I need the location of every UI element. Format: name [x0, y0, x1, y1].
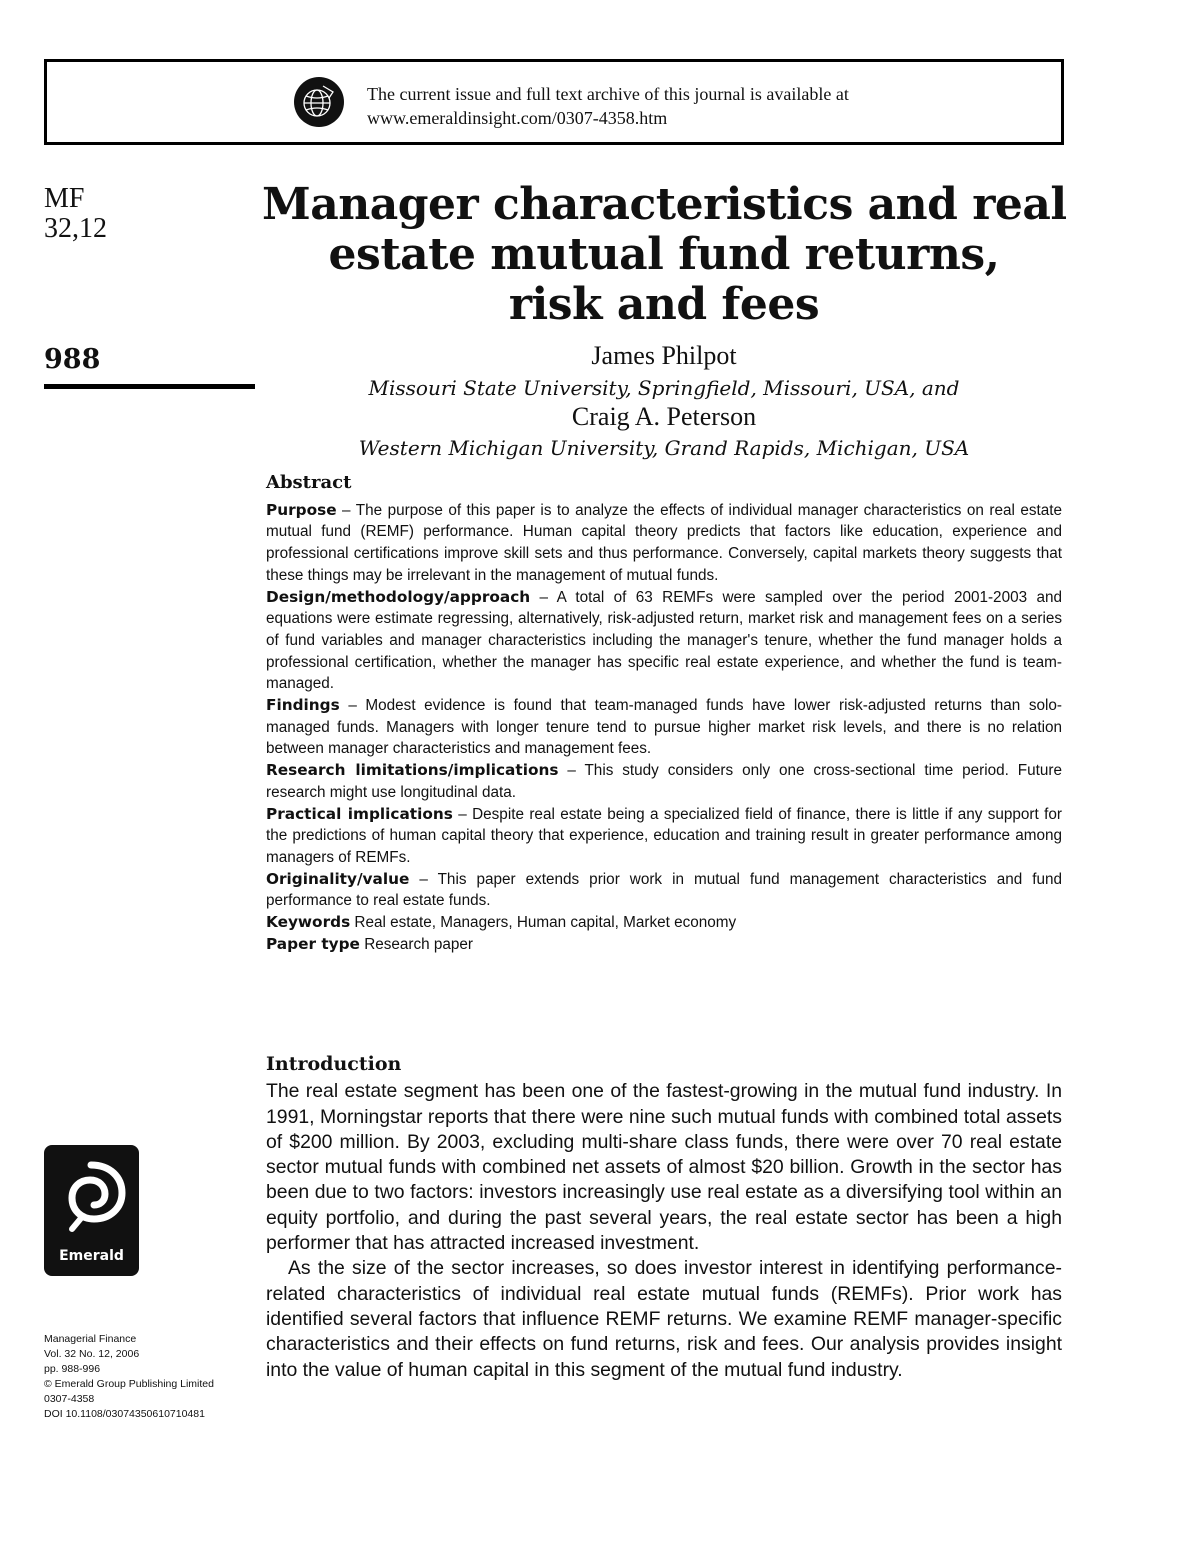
paper-title	[262, 180, 1066, 330]
introduction	[266, 1052, 1062, 1383]
issn: 0307-4358	[44, 1393, 95, 1405]
archive-notice	[367, 82, 849, 130]
keywords-text: Real estate, Managers, Human capital, Market economy	[354, 914, 737, 932]
keywords-label: Keywords	[266, 913, 351, 932]
globe-icon	[293, 76, 345, 128]
paper-type-text: Research paper	[364, 935, 474, 953]
page-range: pp. 988-996	[44, 1363, 101, 1375]
abstract-section	[266, 804, 1062, 869]
abstract-section-text: – The purpose of this paper is to analyze the effects of individual manager characteristics on real estate mutual fund (REMF) performance. Human capital theory predicts that factors like education, experience and professional certifications improve skill sets and thus performance. Conversely, capital markets theory suggests that these things may be irrelevant in the management of mutual funds.	[266, 501, 1062, 584]
abstract-section	[266, 587, 1062, 696]
abstract-section-label: Research limitations/implications	[266, 761, 559, 780]
emerald-logo	[44, 1145, 139, 1276]
keywords	[266, 912, 1062, 934]
copyright-notice: © Emerald Group Publishing Limited	[44, 1378, 214, 1390]
abstract	[266, 472, 1062, 955]
abstract-section-text: – Despite real estate being a specialized field of finance, there is little if any support for the predictions of human capital theory that experience, education and training result in greater performance among managers of REMFs.	[266, 805, 1062, 866]
abstract-heading: Abstract	[266, 472, 352, 493]
emerald-logo-label: Emerald	[59, 1248, 124, 1264]
abstract-section	[266, 695, 1062, 760]
author-name: James Philpot	[591, 341, 737, 370]
publication-info	[44, 1332, 259, 1422]
title-line: estate mutual fund returns,	[328, 229, 1000, 280]
journal-archive-banner	[44, 59, 1064, 145]
page-number: 988	[44, 344, 101, 375]
abstract-section	[266, 869, 1062, 912]
abstract-section-text: – Modest evidence is found that team-managed funds have lower risk-adjusted returns than solo-managed funds. Managers with longer tenure tend to pursue higher market risk levels, and there is no relation between manager characteristics and management fees.	[266, 697, 1062, 758]
abstract-section-text: – A total of 63 REMFs were sampled over the period 2001-2003 and equations were estimate regressing, alternatively, risk-adjusted return, market risk and management fees on a series of fund variables and manager characteristics including the manager's tenure, whether the fund manager holds a professional certification, whether the manager has specific real estate experience, and whether the fund is team-managed.	[266, 588, 1062, 693]
paper-type-label: Paper type	[266, 934, 360, 953]
journal-volume: Vol. 32 No. 12, 2006	[44, 1348, 140, 1360]
paper-type	[266, 934, 1062, 956]
abstract-section-label: Purpose	[266, 500, 337, 519]
introduction-heading: Introduction	[266, 1053, 402, 1075]
archive-notice-line: The current issue and full text archive of this journal is available at	[367, 84, 849, 104]
abstract-section	[266, 760, 1062, 803]
author-affiliation: Western Michigan University, Grand Rapids, Michigan, USA	[358, 436, 970, 460]
introduction-paragraph: The real estate segment has been one of the fastest-growing in the mutual fund industry. In 1991, Morningstar reports that there were nine such mutual funds with combined total assets of $200 million. By 2003, excluding multi-share class funds, there were over 70 real estate sector mutual funds with combined net assets of almost $20 billion. Growth in the sector has been due to two factors: investors increasingly use real estate as a diversifying tool within an equity portfolio, and during the past several years, the real estate sector has been a high performer that has attracted increased investment.	[266, 1080, 1062, 1255]
doi: DOI 10.1108/03074350610710481	[44, 1408, 205, 1420]
abstract-section-label: Practical implications	[266, 804, 453, 823]
abstract-section-label: Originality/value	[266, 869, 410, 888]
abstract-section-label: Findings	[266, 696, 340, 715]
abstract-section-text: – This study considers only one cross-sectional time period. Future research might use longitudinal data.	[266, 762, 1062, 801]
abstract-section-text: – This paper extends prior work in mutual fund management characteristics and fund performance to real estate funds.	[266, 870, 1062, 910]
title-line: Manager characteristics and real	[262, 179, 1067, 230]
abstract-section-label: Design/methodology/approach	[266, 587, 531, 606]
title-line: risk and fees	[508, 279, 820, 330]
author-affiliation: Missouri State University, Springfield, Missouri, USA, and	[368, 376, 960, 400]
journal-abbreviation: MF	[44, 183, 85, 214]
author-name: Craig A. Peterson	[571, 402, 757, 431]
abstract-section	[266, 500, 1062, 587]
journal-code	[44, 184, 107, 244]
introduction-paragraph: As the size of the sector increases, so does investor interest in identifying performance-related characteristics of individual real estate mutual funds (REMFs). Prior work has identified several factors that influence REMF returns. We examine REMF manager-specific characteristics and their effects on fund returns, risk and fees. Our analysis provides insight into the value of human capital in this segment of the mutual fund industry.	[266, 1257, 1062, 1381]
emerald-swirl-icon	[44, 1145, 139, 1245]
archive-url[interactable]: www.emeraldinsight.com/0307-4358.htm	[367, 108, 668, 128]
page-number-rule	[44, 384, 255, 389]
journal-name: Managerial Finance	[44, 1333, 137, 1345]
volume-issue: 32,12	[44, 213, 107, 244]
